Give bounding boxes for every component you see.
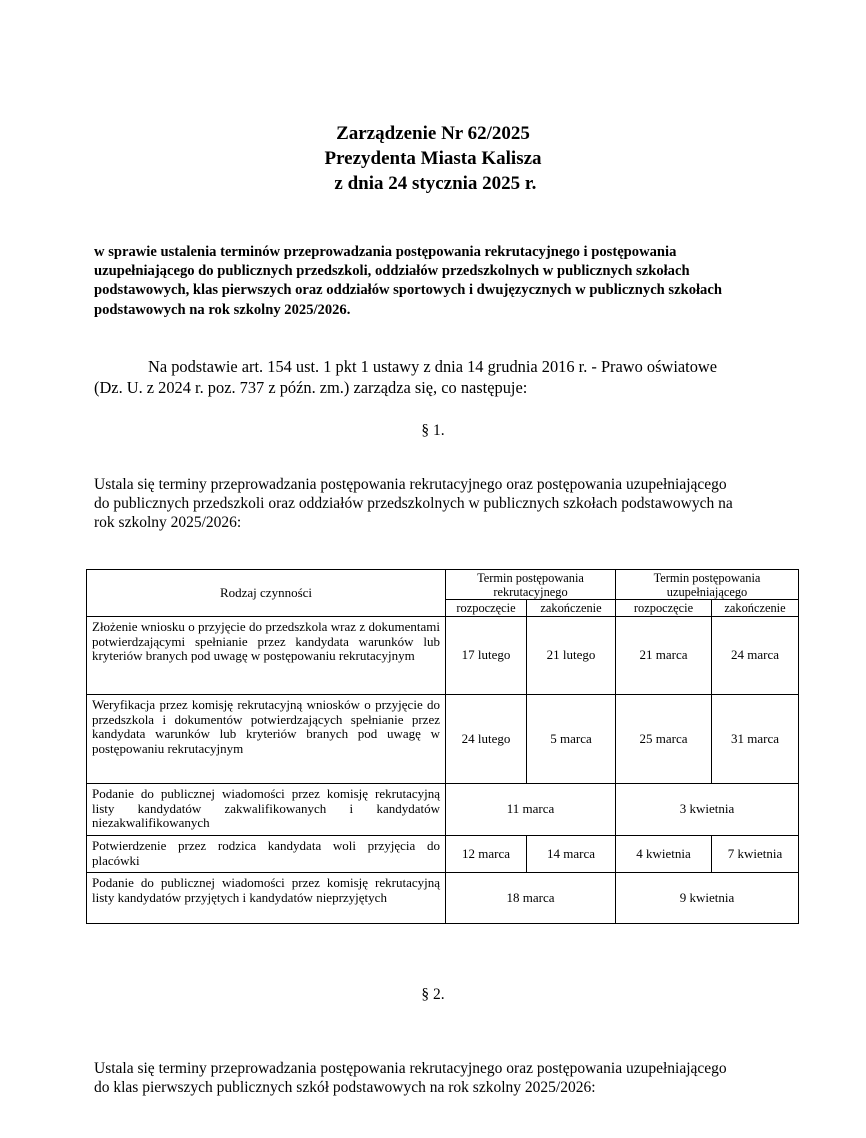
activity-cell: Podanie do publicznej wiadomości przez komisję rekrutacyjną listy kandydatów przyjętych i kandydatów nieprzyjętych (87, 873, 446, 924)
supplementary-start-cell: 25 marca (616, 695, 712, 784)
table-row (87, 695, 799, 784)
supplementary-date-cell: 9 kwietnia (616, 873, 799, 924)
section-1-line-3: rok szkolny 2025/2026: (94, 514, 242, 531)
section-2-line-1: Ustala się terminy przeprowadzania postępowania rekrutacyjnego oraz postępowania uzupełniającego (94, 1060, 727, 1077)
activity-cell: Podanie do publicznej wiadomości przez komisję rekrutacyjną listy kandydatów zakwalifikowanych i kandydatów niezakwalifikowanych (87, 784, 446, 836)
recruitment-date-cell: 11 marca (446, 784, 616, 836)
activity-cell: Weryfikacja przez komisję rekrutacyjną wniosków o przyjęcie do przedszkola i dokumentów potwierdzających spełnianie przez kandydata warunków lub kryteriów branych pod uwagę w postępowaniu rekrutacyjnym (87, 695, 446, 784)
recruitment-start-cell: 12 marca (446, 836, 527, 873)
header-supplementary-term: Termin postępowania uzupełniającego (616, 570, 799, 600)
header-supplementary-end: zakończenie (712, 600, 799, 617)
section-1-mark: § 1. (421, 422, 445, 439)
title-line-3: z dnia 24 stycznia 2025 r. (329, 173, 537, 194)
title-line-2: Prezydenta Miasta Kalisza (324, 148, 542, 169)
document-title (0, 121, 866, 196)
recruitment-end-cell: 5 marca (527, 695, 616, 784)
schedule-table (86, 569, 799, 924)
title-line-1: Zarządzenie Nr 62/2025 (336, 123, 530, 144)
activity-cell: Potwierdzenie przez rodzica kandydata woli przyjęcia do placówki (87, 836, 446, 873)
recruitment-start-cell: 17 lutego (446, 617, 527, 695)
header-recruitment-end: zakończenie (527, 600, 616, 617)
section-1-text (94, 475, 784, 532)
header-recruitment-start: rozpoczęcie (446, 600, 527, 617)
recruitment-start-cell: 24 lutego (446, 695, 527, 784)
section-2-mark: § 2. (421, 986, 445, 1003)
table-row (87, 617, 799, 695)
legal-basis-line-2: (Dz. U. z 2024 r. poz. 737 z późn. zm.) zarządza się, co następuje: (94, 377, 528, 397)
supplementary-start-cell: 21 marca (616, 617, 712, 695)
section-1-line-1: Ustala się terminy przeprowadzania postępowania rekrutacyjnego oraz postępowania uzupełniającego (94, 476, 727, 493)
header-recruitment-term: Termin postępowania rekrutacyjnego (446, 570, 616, 600)
supplementary-end-cell: 7 kwietnia (712, 836, 799, 873)
table-row (87, 873, 799, 924)
recruitment-date-cell: 18 marca (446, 873, 616, 924)
supplementary-date-cell: 3 kwietnia (616, 784, 799, 836)
supplementary-start-cell: 4 kwietnia (616, 836, 712, 873)
section-1-line-2: do publicznych przedszkoli oraz oddziałów przedszkolnych w publicznych szkołach podstawowych na (94, 495, 733, 512)
section-2-text (94, 1059, 784, 1097)
header-supplementary-start: rozpoczęcie (616, 600, 712, 617)
document-subject: w sprawie ustalenia terminów przeprowadzania postępowania rekrutacyjnego i postępowania uzupełniającego do publicznych przedszkoli, oddziałów przedszkolnych w publicznych szkołach podstawowych, klas pierwszych oraz oddziałów sportowych i dwujęzycznych w publicznych szkołach podstawowych na rok szkolny 2025/2026. (94, 244, 722, 318)
recruitment-end-cell: 21 lutego (527, 617, 616, 695)
activity-cell: Złożenie wniosku o przyjęcie do przedszkola wraz z dokumentami potwierdzającymi spełnianie przez kandydata warunków lub kryteriów branych pod uwagę w postępowaniu rekrutacyjnym (87, 617, 446, 695)
table-row (87, 836, 799, 873)
legal-basis-line-1: Na podstawie art. 154 ust. 1 pkt 1 ustawy z dnia 14 grudnia 2016 r. - Prawo oświatowe (148, 357, 718, 376)
legal-basis (94, 357, 784, 398)
supplementary-end-cell: 24 marca (712, 617, 799, 695)
table-row (87, 784, 799, 836)
section-2-line-2: do klas pierwszych publicznych szkół podstawowych na rok szkolny 2025/2026: (94, 1079, 596, 1096)
recruitment-end-cell: 14 marca (527, 836, 616, 873)
supplementary-end-cell: 31 marca (712, 695, 799, 784)
header-activity: Rodzaj czynności (87, 570, 446, 617)
